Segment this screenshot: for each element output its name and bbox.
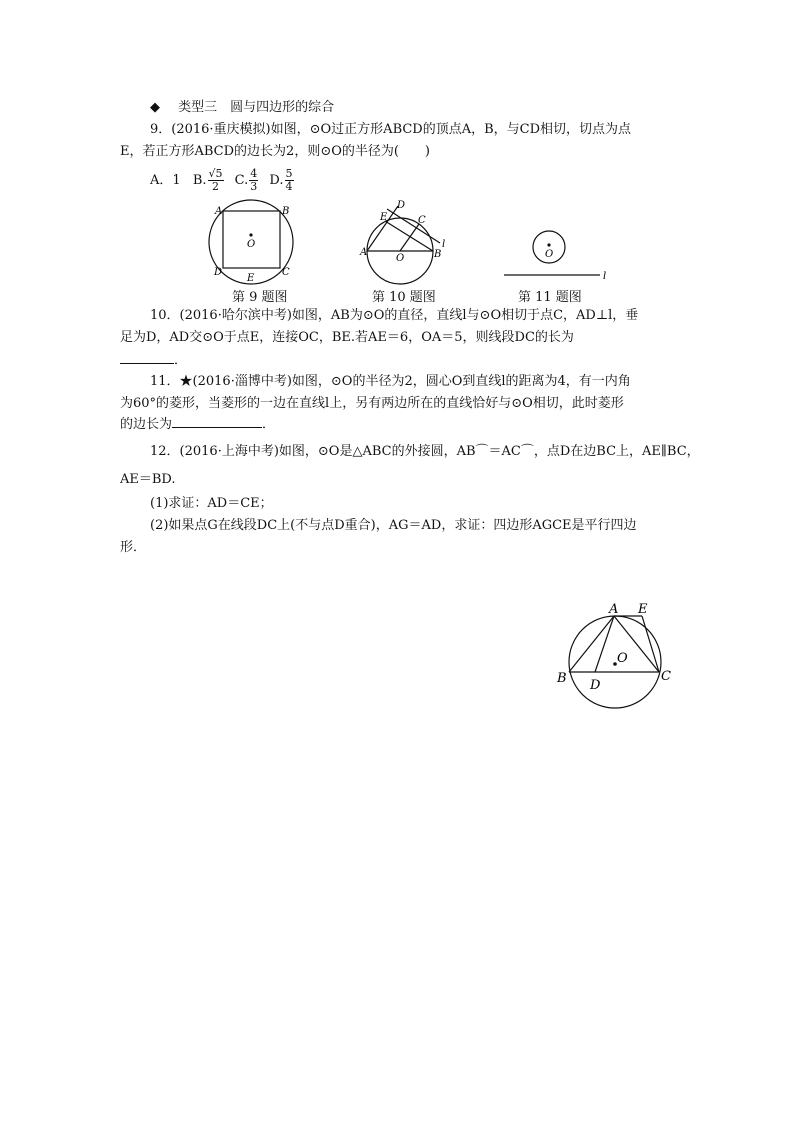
fig9-label-b: B bbox=[282, 206, 290, 217]
fig11-label-l: l bbox=[603, 271, 607, 282]
fig10-tangent-l bbox=[387, 209, 440, 243]
q12-part2-line1: (2)如果点G在线段DC上(不与点D重合)，AG＝AD，求证：四边形AGCE是平行四边 bbox=[150, 518, 637, 533]
q9-option-c-fraction: $\frac{4}{3}$ bbox=[250, 167, 258, 193]
fig9-label-c: C bbox=[282, 267, 290, 278]
q9-option-d-fraction: $\frac{5}{4}$ bbox=[285, 167, 293, 193]
q9-option-b-prefix: B. bbox=[192, 173, 207, 188]
q10-answer-blank[interactable] bbox=[120, 350, 174, 364]
section-header bbox=[150, 98, 334, 118]
fig12-segment-ce bbox=[642, 616, 659, 672]
q12-part2-line2: 形． bbox=[120, 540, 147, 555]
q9-options bbox=[150, 168, 295, 193]
q11-line1: 11．★(2016·淄博中考)如图，⊙O的半径为2，圆心O到直线l的距离为4，有一内角 bbox=[150, 374, 631, 389]
fig10-label-c: C bbox=[418, 215, 426, 226]
fig12-label-o: O bbox=[617, 651, 628, 666]
fig10-line-oc bbox=[400, 224, 419, 251]
q10-line1: 10．(2016·哈尔滨中考)如图，AB为⊙O的直径，直线l与⊙O相切于点C，AD⊥l，垂 bbox=[150, 308, 639, 323]
section-title: 类型三 圆与四边形的综合 bbox=[178, 100, 335, 115]
fig11-center-dot bbox=[547, 243, 550, 246]
fig12-side-ab bbox=[569, 616, 614, 672]
q11-line3: 的边长为 ． bbox=[120, 414, 275, 435]
fig10-label-l: l bbox=[442, 239, 446, 250]
fig9-caption: 第 9 题图 bbox=[232, 290, 288, 305]
fig9-label-o: O bbox=[247, 239, 256, 250]
q9-line1: 9．(2016·重庆模拟)如图，⊙O过正方形ABCD的顶点A，B，与CD相切，切点为点 bbox=[150, 122, 632, 137]
figure-12 bbox=[550, 598, 690, 718]
figure-9 bbox=[209, 200, 293, 284]
fig10-caption: 第 10 题图 bbox=[372, 290, 436, 305]
figure-10 bbox=[359, 200, 445, 284]
q11-line2: 为60°的菱形，当菱形的一边在直线l上，另有两边所在的直线恰好与⊙O相切，此时菱形 bbox=[120, 396, 624, 411]
fig9-label-e: E bbox=[247, 273, 255, 284]
fig10-line-be bbox=[385, 221, 433, 251]
q9-option-b-fraction: $\frac{√5}{2}$ bbox=[208, 167, 223, 193]
fig12-label-a: A bbox=[609, 602, 619, 617]
fig12-segment-ad bbox=[595, 616, 614, 672]
fig12-circle bbox=[569, 616, 661, 708]
fig12-label-d: D bbox=[590, 678, 601, 693]
q10-line2: 足为D，AD交⊙O于点E，连接OC，BE.若AE＝6，OA＝5，则线段DC的长为 bbox=[120, 330, 574, 345]
q11-answer-blank[interactable] bbox=[172, 414, 262, 428]
diamond-icon: ◆ bbox=[150, 100, 160, 115]
q12-line2: AE＝BD. bbox=[120, 472, 176, 487]
fig12-label-e: E bbox=[638, 602, 648, 617]
fig10-label-o: O bbox=[396, 253, 405, 264]
fig10-label-e: E bbox=[380, 212, 388, 223]
q12-part1: (1)求证：AD＝CE； bbox=[150, 496, 273, 511]
fig10-label-d: D bbox=[397, 200, 406, 211]
fig10-label-b: B bbox=[434, 249, 442, 260]
q9-option-a: A．1 bbox=[150, 173, 181, 188]
q9-option-c-prefix: C. bbox=[234, 173, 249, 188]
q10-line3: ． bbox=[120, 350, 187, 371]
fig9-label-d: D bbox=[214, 267, 223, 278]
q9-option-d-prefix: D. bbox=[269, 173, 284, 188]
fig10-label-a: A bbox=[360, 247, 368, 258]
fig9-label-a: A bbox=[215, 206, 223, 217]
fig12-label-c: C bbox=[661, 669, 671, 684]
fig12-label-b: B bbox=[557, 671, 567, 686]
figure-11 bbox=[504, 231, 606, 282]
fig9-center-dot bbox=[249, 233, 252, 236]
q12-line1: 12．(2016·上海中考)如图，⊙O是△ABC的外接圆，AB⌒＝AC⌒，点D在边BC上，AE∥BC， bbox=[150, 444, 700, 459]
q9-line2: E，若正方形ABCD的边长为2，则⊙O的半径为( ) bbox=[120, 144, 431, 159]
fig11-caption: 第 11 题图 bbox=[518, 290, 582, 305]
fig11-label-o: O bbox=[545, 249, 554, 260]
